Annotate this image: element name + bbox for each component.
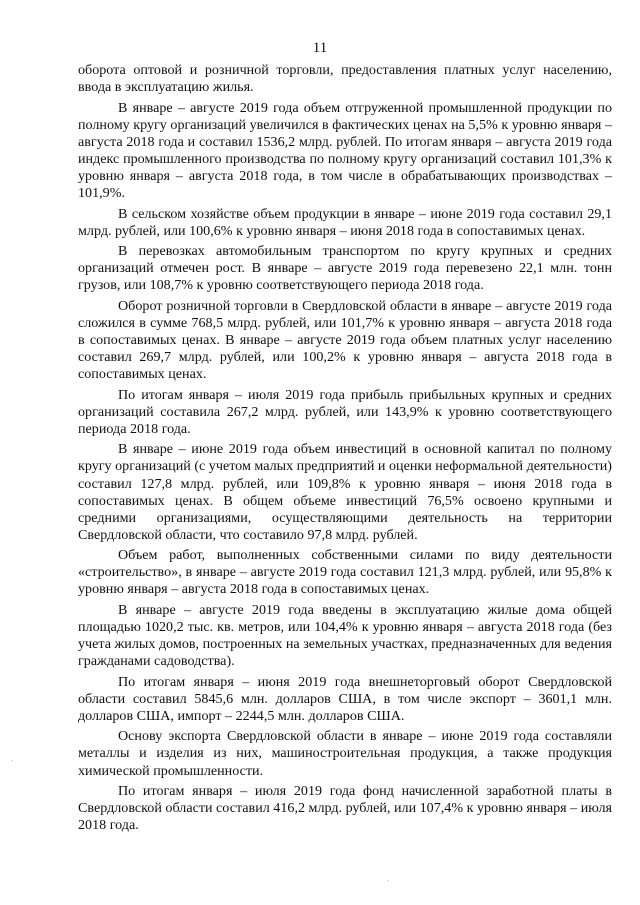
- paragraph-investments: В январе – июне 2019 года объем инвестиций в основной капитал по полному кругу организаций (с учетом малых предприятий и оценки неформальной деятельности) составил 127,8 млрд. рублей, или 109,8% к уровню января – июня 2018 года в сопоставимых ценах. В общем объеме инвестиций 76,5% освоено крупными и средними организациями, осуществляющими деятельность на территории Свердловской области, что составило 97,8 млрд. рублей.: [78, 441, 612, 543]
- paragraph-foreign-trade: По итогам января – июня 2019 года внешнеторговый оборот Свердловской области составил 5845,6 млн. долларов США, в том числе экспорт – 3601,1 млн. долларов США, импорт – 2244,5 млн. долларов США.: [78, 673, 612, 724]
- scan-speck: [12, 760, 13, 761]
- paragraph-road-transport: В перевозках автомобильным транспортом по кругу крупных и средних организаций отмечен рост. В январе – августе 2019 года перевезено 22,1 млн. тонн грузов, или 108,7% к уровню соответствующего периода 2018 года.: [78, 243, 612, 294]
- paragraph-profit: По итогам января – июля 2019 года прибыль прибыльных крупных и средних организаций составила 267,2 млрд. рублей, или 143,9% к уровню соответствующего периода 2018 года.: [78, 386, 612, 437]
- paragraph-industrial-production: В январе – августе 2019 года объем отгруженной промышленной продукции по полному кругу организаций увеличился в фактических ценах на 5,5% к уровню января – августа 2018 года и составил 1536,2 млрд. рублей. По итогам января – августа 2019 года индекс промышленного производства по полному кругу организаций составил 101,3% к уровню января – августа 2018 года, в том числе в обрабатывающих производствах – 101,9%.: [78, 99, 612, 202]
- paragraph-agriculture: В сельском хозяйстве объем продукции в январе – июне 2019 года составил 29,1 млрд. рублей, или 100,6% к уровню января – июня 2018 года в сопоставимых ценах.: [78, 205, 612, 239]
- body-text: [78, 62, 612, 838]
- paragraph-export-structure: Основу экспорта Свердловской области в январе – июне 2019 года составляли металлы и изделия из них, машиностроительная продукция, а также продукция химической промышленности.: [78, 728, 612, 779]
- paragraph-construction: Объем работ, выполненных собственными силами по виду деятельности «строительство», в январе – августе 2019 года составил 121,3 млрд. рублей, или 95,8% к уровню января – августа 2018 года в сопоставимых ценах.: [78, 547, 612, 598]
- scan-speck: [388, 880, 389, 881]
- paragraph-housing: В январе – августе 2019 года введены в эксплуатацию жилые дома общей площадью 1020,2 тыс. кв. метров, или 104,4% к уровню января – августа 2018 года (без учета жилых домов, построенных на земельных участках, предназначенных для ведения гражданами садоводства).: [78, 601, 612, 670]
- paragraph-retail-trade: Оборот розничной торговли в Свердловской области в январе – августе 2019 года сложился в сумме 768,5 млрд. рублей, или 101,7% к уровню января – августа 2018 года в сопоставимых ценах. В январе – августе 2019 года объем платных услуг населению составил 269,7 млрд. рублей, или 100,2% к уровню января – августа 2018 года в сопоставимых ценах.: [78, 297, 612, 383]
- page-number: 11: [312, 40, 328, 56]
- paragraph-continuation: оборота оптовой и розничной торговли, предоставления платных услуг населению, ввода в эксплуатацию жилья.: [78, 62, 612, 96]
- paragraph-wage-fund: По итогам января – июля 2019 года фонд начисленной заработной платы в Свердловской области составил 416,2 млрд. рублей, или 107,4% к уровню января – июля 2018 года.: [78, 783, 612, 834]
